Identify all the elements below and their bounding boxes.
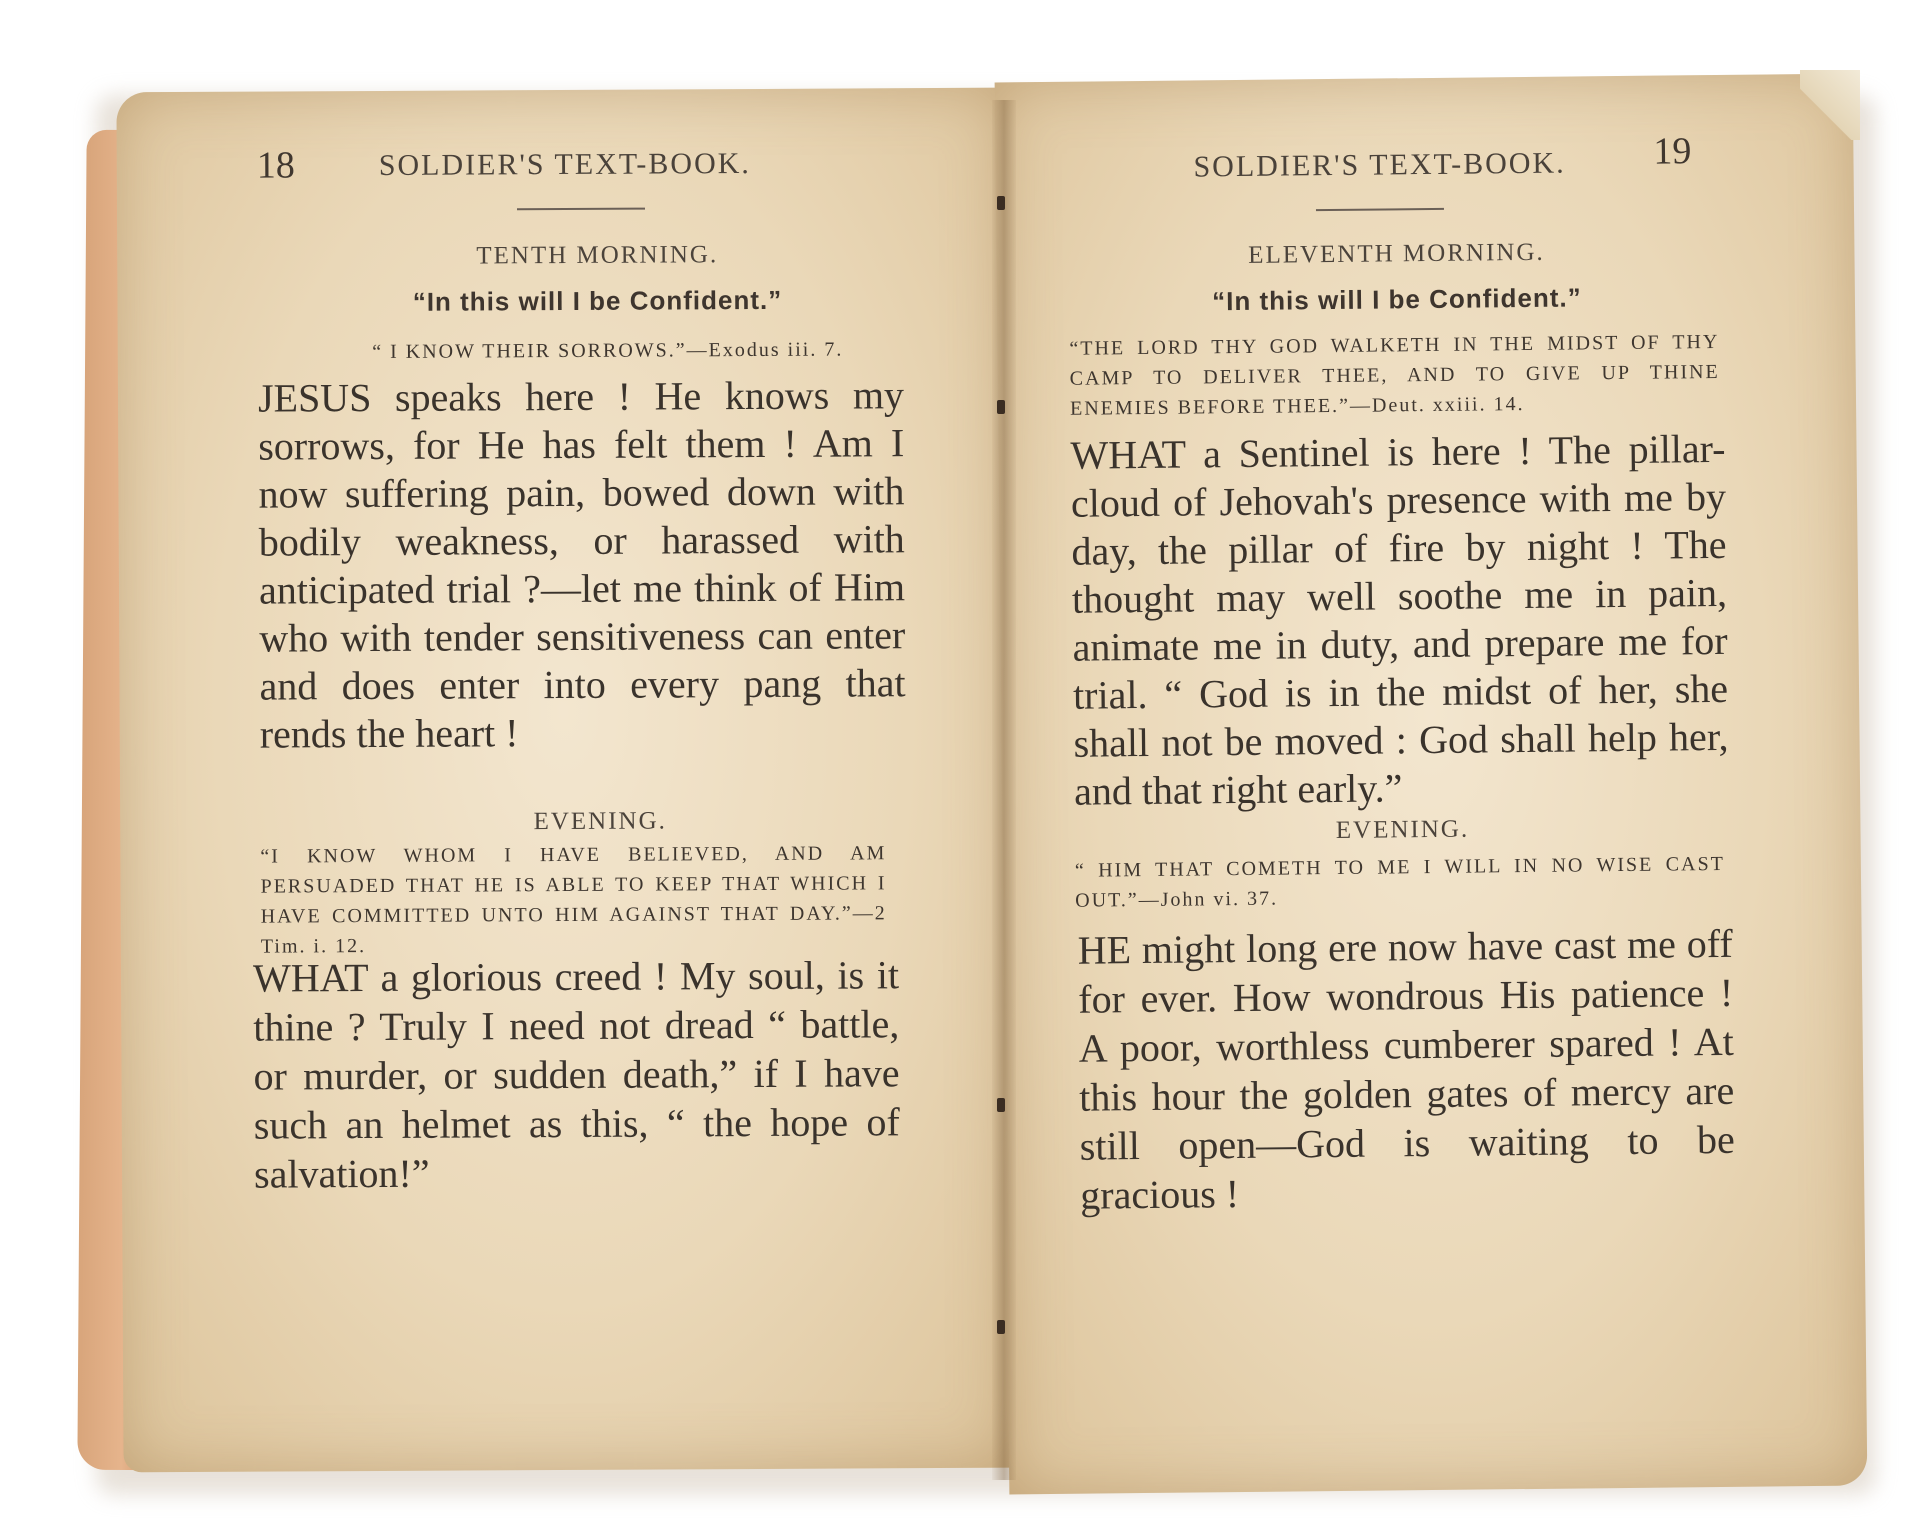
left-page bbox=[116, 88, 1011, 1473]
left-header-rule bbox=[517, 208, 645, 211]
right-page-number: 19 bbox=[1653, 130, 1692, 173]
right-morning-heading: ELEVENTH MORNING. bbox=[1248, 238, 1545, 269]
left-evening-verse: “I KNOW WHOM I HAVE BELIEVED, AND AM PERSUADED THAT HE IS ABLE TO KEEP THAT WHICH I HAVE COMMITTED UNTO HIM AGAINST THAT DAY.”—2 Tim. i. 12. bbox=[260, 842, 887, 958]
left-evening-heading: EVENING. bbox=[533, 807, 667, 836]
left-morning-body: JESUS speaks here ! He knows my sorrows, for He has felt them ! Am I now suffering pain, bowed down with bodily weakness, or harassed with anticipated trial ?—let me think of Him who with tender sensitiveness can enter and does enter into every pang that rends the heart ! bbox=[257, 372, 906, 757]
binding-stitch bbox=[997, 1098, 1005, 1112]
right-morning-verse: “THE LORD THY GOD WALKETH IN THE MIDST OF THY CAMP TO DELIVER THEE, AND TO GIVE UP THINE ENEMIES BEFORE THEE.”—Deut. xxiii. 14. bbox=[1069, 330, 1720, 420]
left-morning-heading: TENTH MORNING. bbox=[476, 241, 719, 270]
right-evening-verse: “ HIM THAT COMETH TO ME I WILL IN NO WISE CAST OUT.”—John vi. 37. bbox=[1074, 852, 1725, 912]
right-header-rule bbox=[1316, 208, 1444, 211]
right-morning-body: WHAT a Sentinel is here ! The pillar-cloud of Jehovah's presence with me by day, the pillar of fire by night ! The thought may well soothe me in pain, animate me in duty, and prepare me for trial. “ God is in the midst of her, she shall not be moved : God shall help her, and that right early.” bbox=[1070, 425, 1729, 814]
right-morning-motto: “In this will I be Confident.” bbox=[1212, 282, 1582, 317]
binding-stitch bbox=[997, 196, 1005, 210]
page-corner-fold bbox=[1800, 70, 1860, 140]
binding-stitch bbox=[997, 1320, 1005, 1334]
right-page bbox=[995, 74, 1868, 1495]
left-running-head: SOLDIER'S TEXT-BOOK. bbox=[378, 147, 751, 182]
right-evening-heading: EVENING. bbox=[1335, 815, 1470, 844]
binding-stitch bbox=[997, 400, 1005, 414]
left-evening-body: WHAT a glorious creed ! My soul, is it thine ? Truly I need not dread “ battle, or murder, or sudden death,” if I have such an helmet as this, “ the hope of salvation!” bbox=[252, 952, 900, 1197]
left-page-number: 18 bbox=[256, 144, 295, 187]
book-gutter bbox=[992, 100, 1016, 1480]
right-running-head: SOLDIER'S TEXT-BOOK. bbox=[1193, 146, 1566, 184]
left-morning-verse: “ I KNOW THEIR SORROWS.”—Exodus iii. 7. bbox=[372, 338, 844, 363]
left-morning-motto: “In this will I be Confident.” bbox=[412, 284, 783, 317]
right-evening-body: HE might long ere now have cast me off for ever. How wondrous His patience ! A poor, worthless cumberer spared ! At this hour the golden gates of mercy are still open—God is waiting to be gracious ! bbox=[1077, 920, 1735, 1218]
